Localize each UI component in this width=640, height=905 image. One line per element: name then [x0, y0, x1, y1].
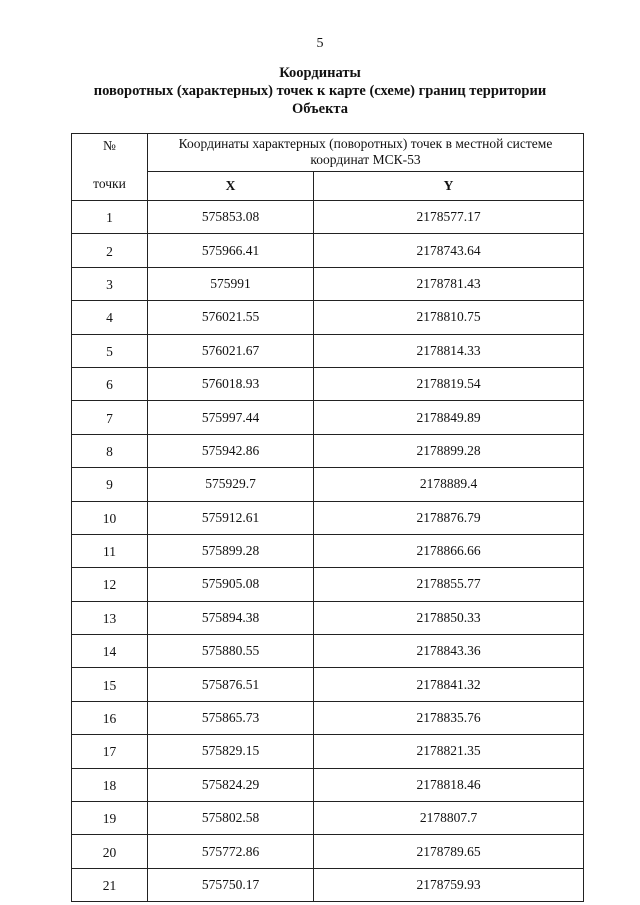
x-coordinate-cell: 576018.93: [148, 367, 314, 400]
point-number-cell: 5: [72, 334, 148, 367]
table-row: [72, 868, 584, 901]
title-line-3: Объекта: [292, 101, 348, 117]
y-coordinate-cell: 2178577.17: [314, 201, 584, 234]
y-coordinate-cell: 2178835.76: [314, 701, 584, 734]
y-coordinate-cell: 2178866.66: [314, 534, 584, 567]
x-coordinate-cell: 575865.73: [148, 701, 314, 734]
x-coordinate-cell: 575966.41: [148, 234, 314, 267]
point-number-cell: 15: [72, 668, 148, 701]
point-number-cell: 11: [72, 534, 148, 567]
table-row: [72, 201, 584, 234]
point-number-cell: 9: [72, 468, 148, 501]
point-number-cell: 7: [72, 401, 148, 434]
y-coordinate-cell: 2178818.46: [314, 768, 584, 801]
y-coordinate-cell: 2178743.64: [314, 234, 584, 267]
point-number-cell: 18: [72, 768, 148, 801]
table-row: [72, 468, 584, 501]
page-number: 5: [316, 36, 324, 51]
y-coordinate-cell: 2178843.36: [314, 635, 584, 668]
y-coordinate-cell: 2178759.93: [314, 868, 584, 901]
x-coordinate-cell: 575802.58: [148, 802, 314, 835]
y-coordinate-cell: 2178899.28: [314, 434, 584, 467]
y-coordinate-cell: 2178855.77: [314, 568, 584, 601]
table-row: [72, 401, 584, 434]
y-coordinate-cell: 2178841.32: [314, 668, 584, 701]
header-point-number: [72, 134, 148, 201]
x-coordinate-cell: 575929.7: [148, 468, 314, 501]
table-row: [72, 802, 584, 835]
point-number-cell: 6: [72, 367, 148, 400]
x-coordinate-cell: 575942.86: [148, 434, 314, 467]
x-coordinate-cell: 575899.28: [148, 534, 314, 567]
y-coordinate-cell: 2178781.43: [314, 267, 584, 300]
table-row: [72, 568, 584, 601]
y-coordinate-cell: 2178819.54: [314, 367, 584, 400]
point-number-cell: 8: [72, 434, 148, 467]
header-number-sign: №: [103, 138, 116, 153]
point-number-cell: 17: [72, 735, 148, 768]
table-row: [72, 835, 584, 868]
table-row: [72, 434, 584, 467]
header-coordinate-system: Координаты характерных (поворотных) точек в местной системе координат МСК-53: [148, 134, 584, 172]
header-x: X: [148, 171, 314, 200]
point-number-cell: 20: [72, 835, 148, 868]
y-coordinate-cell: 2178821.35: [314, 735, 584, 768]
point-number-cell: 16: [72, 701, 148, 734]
x-coordinate-cell: 575829.15: [148, 735, 314, 768]
x-coordinate-cell: 576021.67: [148, 334, 314, 367]
y-coordinate-cell: 2178789.65: [314, 835, 584, 868]
point-number-cell: 1: [72, 201, 148, 234]
table-row: [72, 334, 584, 367]
header-y: Y: [314, 171, 584, 200]
table-row: [72, 501, 584, 534]
y-coordinate-cell: 2178810.75: [314, 301, 584, 334]
title-line-2: поворотных (характерных) точек к карте (схеме) границ территории: [93, 83, 547, 99]
x-coordinate-cell: 575880.55: [148, 635, 314, 668]
point-number-cell: 4: [72, 301, 148, 334]
table-row: [72, 301, 584, 334]
table-row: [72, 534, 584, 567]
x-coordinate-cell: 575991: [148, 267, 314, 300]
table-row: [72, 635, 584, 668]
x-coordinate-cell: 575894.38: [148, 601, 314, 634]
x-coordinate-cell: 576021.55: [148, 301, 314, 334]
y-coordinate-cell: 2178814.33: [314, 334, 584, 367]
table-header: [72, 134, 584, 201]
title-line-1: Координаты: [279, 65, 361, 81]
y-coordinate-cell: 2178889.4: [314, 468, 584, 501]
y-coordinate-cell: 2178807.7: [314, 802, 584, 835]
x-coordinate-cell: 575997.44: [148, 401, 314, 434]
point-number-cell: 21: [72, 868, 148, 901]
point-number-cell: 12: [72, 568, 148, 601]
point-number-cell: 2: [72, 234, 148, 267]
point-number-cell: 13: [72, 601, 148, 634]
table-row: [72, 234, 584, 267]
point-number-cell: 3: [72, 267, 148, 300]
table-body: [72, 201, 584, 902]
point-number-cell: 14: [72, 635, 148, 668]
table-row: [72, 668, 584, 701]
y-coordinate-cell: 2178849.89: [314, 401, 584, 434]
table-row: [72, 768, 584, 801]
x-coordinate-cell: 575876.51: [148, 668, 314, 701]
x-coordinate-cell: 575824.29: [148, 768, 314, 801]
table-row: [72, 267, 584, 300]
table-row: [72, 701, 584, 734]
table-row: [72, 367, 584, 400]
point-number-cell: 10: [72, 501, 148, 534]
document-title: [0, 64, 640, 118]
point-number-cell: 19: [72, 802, 148, 835]
x-coordinate-cell: 575772.86: [148, 835, 314, 868]
header-point-label: точки: [93, 176, 126, 191]
x-coordinate-cell: 575905.08: [148, 568, 314, 601]
coordinates-table: [71, 133, 584, 902]
y-coordinate-cell: 2178876.79: [314, 501, 584, 534]
x-coordinate-cell: 575853.08: [148, 201, 314, 234]
table-row: [72, 735, 584, 768]
x-coordinate-cell: 575750.17: [148, 868, 314, 901]
table-row: [72, 601, 584, 634]
y-coordinate-cell: 2178850.33: [314, 601, 584, 634]
x-coordinate-cell: 575912.61: [148, 501, 314, 534]
